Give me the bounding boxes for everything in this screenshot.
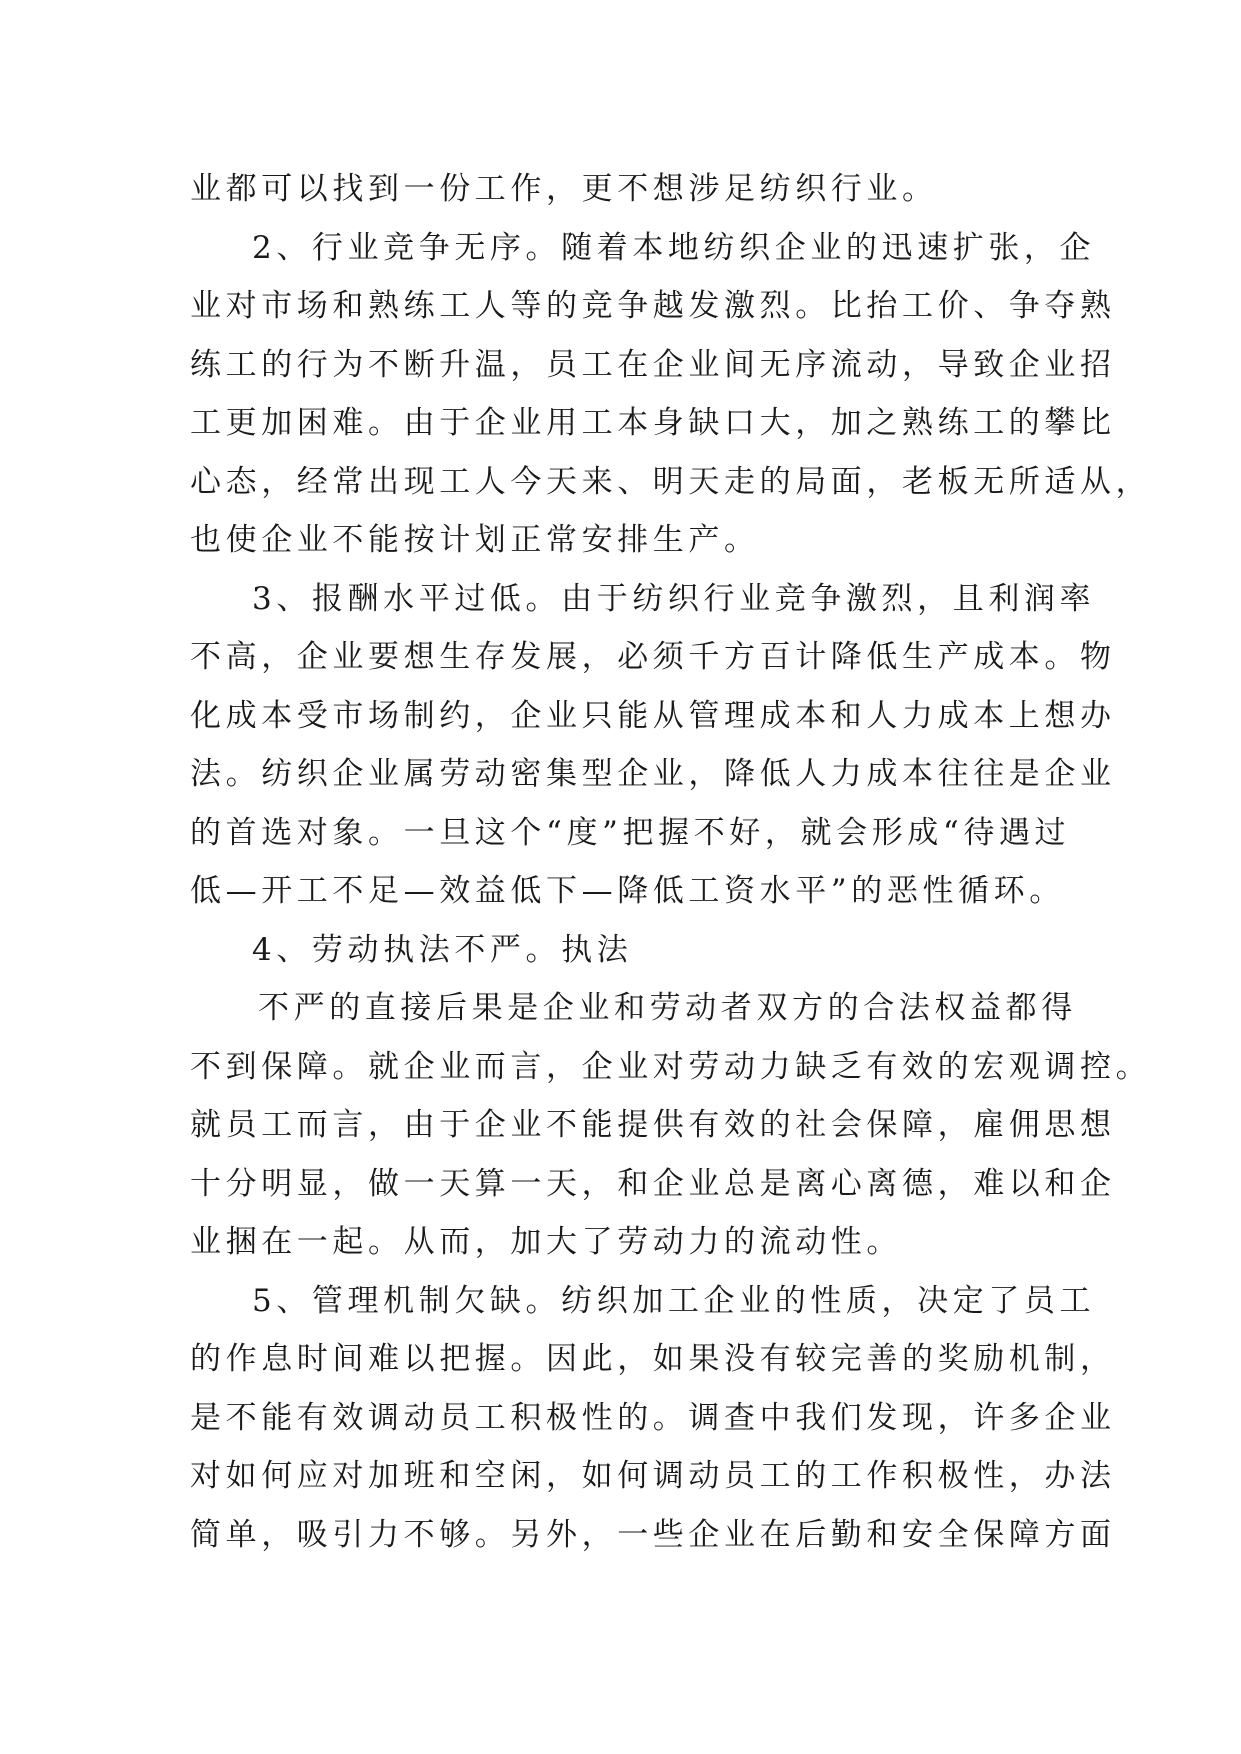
text-line: 不高，企业要想生存发展，必须千方百计降低生产成本。物 bbox=[190, 639, 1116, 675]
paragraph-start-line: 2、行业竞争无序。随着本地纺织企业的迅速扩张，企 bbox=[252, 229, 1096, 266]
text-line: 十分明显，做一天算一天，和企业总是离心离德，难以和企 bbox=[190, 1165, 1116, 1202]
paragraph-start-line: 5、管理机制欠缺。纺织加工企业的性质，决定了员工 bbox=[252, 1282, 1096, 1319]
text-line: 就员工而言，由于企业不能提供有效的社会保障，雇佣思想 bbox=[190, 1107, 1116, 1143]
text-line: 业都可以找到一份工作，更不想涉足纺织行业。 bbox=[190, 171, 938, 207]
text-line: 简单，吸引力不够。另外，一些企业在后勤和安全保障方面 bbox=[190, 1516, 1116, 1553]
text-line: 化成本受市场制约，企业只能从管理成本和人力成本上想办 bbox=[190, 697, 1116, 734]
text-line: 是不能有效调动员工积极性的。调查中我们发现，许多企业 bbox=[190, 1399, 1116, 1436]
text-line: 业捆在一起。从而，加大了劳动力的流动性。 bbox=[190, 1224, 902, 1260]
text-line: 对如何应对加班和空闲，如何调动员工的工作积极性，办法 bbox=[190, 1458, 1116, 1494]
body-text bbox=[190, 160, 1152, 1564]
text-line: 心态，经常出现工人今天来、明天走的局面，老板无所适从， bbox=[190, 463, 1152, 500]
paragraph-start-line: 3、报酬水平过低。由于纺织行业竞争激烈，且利润率 bbox=[252, 580, 1096, 617]
text-line: 不到保障。就企业而言，企业对劳动力缺乏有效的宏观调控。 bbox=[190, 1048, 1152, 1085]
text-line: 不严的直接后果是企业和劳动者双方的合法权益都得 bbox=[258, 990, 1077, 1026]
text-line: 业对市场和熟练工人等的竞争越发激烈。比抬工价、争夺熟 bbox=[190, 288, 1116, 324]
text-line: 的首选对象。一旦这个“度”把握不好，就会形成“待遇过 bbox=[190, 814, 1071, 851]
text-line: 工更加困难。由于企业用工本身缺口大，加之熟练工的攀比 bbox=[190, 405, 1116, 441]
text-line: 的作息时间难以把握。因此，如果没有较完善的奖励机制， bbox=[190, 1341, 1116, 1377]
text-line: 也使企业不能按计划正常安排生产。 bbox=[190, 522, 760, 558]
text-line: 低—开工不足—效益低下—降低工资水平”的恶性循环。 bbox=[190, 873, 1065, 909]
paragraph-start-line: 4、劳动执法不严。执法 bbox=[252, 931, 633, 968]
text-line: 练工的行为不断升温，员工在企业间无序流动，导致企业招 bbox=[190, 346, 1116, 383]
text-line: 法。纺织企业属劳动密集型企业，降低人力成本往往是企业 bbox=[190, 756, 1116, 792]
